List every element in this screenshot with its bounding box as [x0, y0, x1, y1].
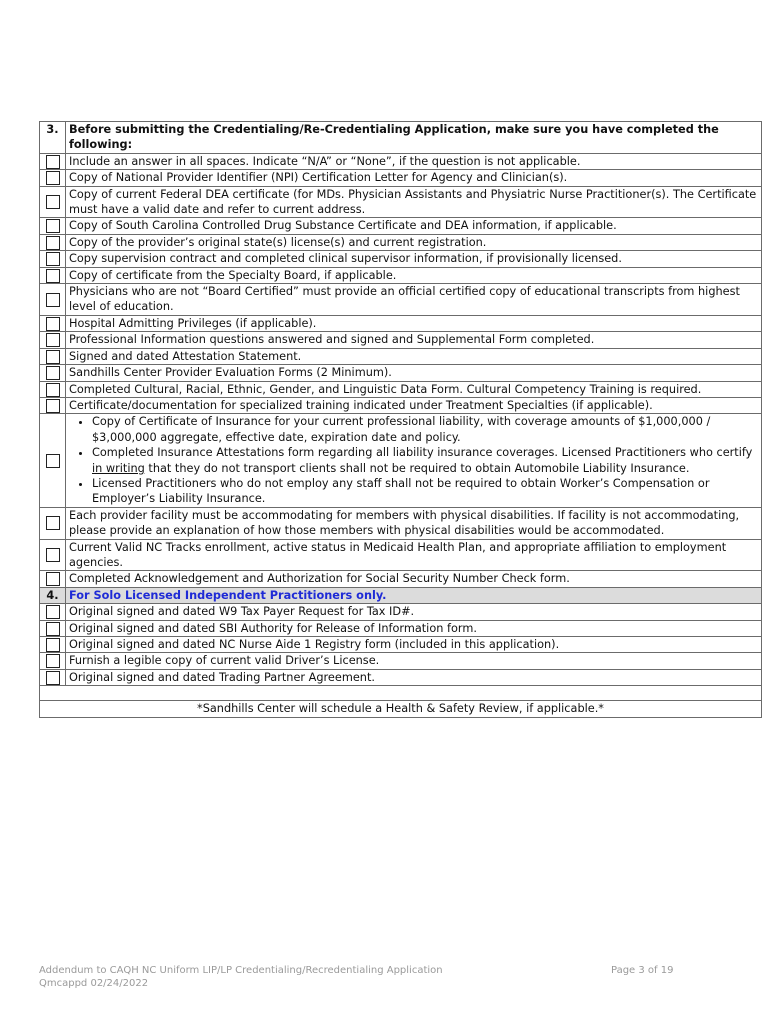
checklist-row — [40, 397, 762, 413]
checklist-item: Original signed and dated W9 Tax Payer Request for Tax ID#. — [66, 604, 762, 620]
checkbox[interactable] — [46, 638, 60, 652]
checklist-row — [40, 267, 762, 283]
checklist-row — [40, 507, 762, 539]
checklist-row — [40, 669, 762, 685]
section-3-header-row — [40, 122, 762, 154]
checklist-item: Include an answer in all spaces. Indicate “N/A” or “None”, if the question is not applicable. — [66, 153, 762, 169]
checklist-row — [40, 315, 762, 331]
footer-form-code: Qmcappd 02/24/2022 — [39, 978, 149, 989]
checklist-item: Copy of National Provider Identifier (NPI) Certification Letter for Agency and Clinician(s). — [66, 170, 762, 186]
checkbox[interactable] — [46, 236, 60, 250]
checklist-row — [40, 186, 762, 218]
checklist-item: Furnish a legible copy of current valid Driver’s License. — [66, 653, 762, 669]
checklist-row — [40, 637, 762, 653]
checkbox[interactable] — [46, 252, 60, 266]
checklist-item: Completed Acknowledgement and Authorization for Social Security Number Check form. — [66, 571, 762, 587]
checklist-item: Hospital Admitting Privileges (if applicable). — [66, 315, 762, 331]
checklist-item: Copy supervision contract and completed clinical supervisor information, if provisionally licensed. — [66, 251, 762, 267]
checklist-row — [40, 571, 762, 587]
checklist-row — [40, 604, 762, 620]
checkbox[interactable] — [46, 548, 60, 562]
bullet-text: Completed Insurance Attestations form regarding all liability insurance coverages. Licensed Practitioners who certify — [92, 446, 753, 460]
checklist-row — [40, 284, 762, 316]
checklist-row — [40, 653, 762, 669]
checklist-item: Current Valid NC Tracks enrollment, active status in Medicaid Health Plan, and appropriate affiliation to employment agencies. — [66, 539, 762, 571]
checkbox[interactable] — [46, 622, 60, 636]
checkbox[interactable] — [46, 293, 60, 307]
checklist-row — [40, 153, 762, 169]
page-number: Page 3 of 19 — [611, 965, 674, 976]
checklist-row — [40, 539, 762, 571]
checklist-item: Copy of the provider’s original state(s) license(s) and current registration. — [66, 234, 762, 250]
checklist-item: Copy of South Carolina Controlled Drug Substance Certificate and DEA information, if applicable. — [66, 218, 762, 234]
checklist-item: Signed and dated Attestation Statement. — [66, 348, 762, 364]
checkbox[interactable] — [46, 350, 60, 364]
page-footer — [39, 964, 679, 990]
section-number: 3. — [40, 122, 66, 154]
insurance-bullet-list — [69, 414, 758, 506]
checkbox[interactable] — [46, 155, 60, 169]
checklist-item: Sandhills Center Provider Evaluation Forms (2 Minimum). — [66, 365, 762, 381]
checklist-item: Original signed and dated NC Nurse Aide 1 Registry form (included in this application). — [66, 637, 762, 653]
checklist-row — [40, 365, 762, 381]
checkbox[interactable] — [46, 671, 60, 685]
bullet-item: • Copy of Certificate of Insurance for your current professional liability, with coverage amounts of $1,000,000 / $3,000,000 aggregate, effective date, expiration date and policy. — [92, 414, 758, 445]
checkbox[interactable] — [46, 654, 60, 668]
checklist-item: Professional Information questions answered and signed and Supplemental Form completed. — [66, 332, 762, 348]
checklist-row — [40, 251, 762, 267]
checkbox[interactable] — [46, 219, 60, 233]
checkbox[interactable] — [46, 572, 60, 586]
checklist-row — [40, 620, 762, 636]
checkbox[interactable] — [46, 269, 60, 283]
checklist-item: Copy of current Federal DEA certificate (for MDs. Physician Assistants and Physiatric Nurse Practitioner(s). The Certificate must have a valid date and refer to current address. — [66, 186, 762, 218]
checklist-item: Each provider facility must be accommodating for members with physical disabilities. If facility is not accommodating, please provide an explanation of how those members with physical disabilities would be accommodated. — [66, 507, 762, 539]
section-4-header-row — [40, 587, 762, 603]
checklist-item: Copy of certificate from the Specialty Board, if applicable. — [66, 267, 762, 283]
checkbox[interactable] — [46, 333, 60, 347]
checklist-row — [40, 381, 762, 397]
checklist-item: Original signed and dated Trading Partner Agreement. — [66, 669, 762, 685]
checkbox[interactable] — [46, 317, 60, 331]
bullet-item — [92, 445, 758, 476]
checkbox[interactable] — [46, 516, 60, 530]
checkbox[interactable] — [46, 171, 60, 185]
checklist-row — [40, 234, 762, 250]
blank-row — [40, 686, 762, 701]
checkbox[interactable] — [46, 383, 60, 397]
footer-title: Addendum to CAQH NC Uniform LIP/LP Credentialing/Recredentialing Application — [39, 965, 443, 976]
checklist-row-insurance — [40, 414, 762, 507]
note-row — [40, 701, 762, 717]
checklist-row — [40, 170, 762, 186]
checklist-row — [40, 348, 762, 364]
checklist-item: Original signed and dated SBI Authority for Release of Information form. — [66, 620, 762, 636]
blank-cell — [40, 686, 762, 701]
checkbox[interactable] — [46, 454, 60, 468]
health-safety-note: *Sandhills Center will schedule a Health & Safety Review, if applicable.* — [40, 701, 762, 717]
checklist-item: Physicians who are not “Board Certified” must provide an official certified copy of educational transcripts from highest level of education. — [66, 284, 762, 316]
checklist-row — [40, 332, 762, 348]
bullet-item: • Licensed Practitioners who do not employ any staff shall not be required to obtain Worker’s Compensation or Employer’s Liability Insurance. — [92, 476, 758, 507]
checkbox[interactable] — [46, 195, 60, 209]
checklist-item: Completed Cultural, Racial, Ethnic, Gender, and Linguistic Data Form. Cultural Competency Training is required. — [66, 381, 762, 397]
checklist-row — [40, 218, 762, 234]
section-number: 4. — [40, 587, 66, 603]
checkbox[interactable] — [46, 366, 60, 380]
section-heading: For Solo Licensed Independent Practitioners only. — [66, 587, 762, 603]
checklist-table — [39, 121, 762, 718]
section-heading: Before submitting the Credentialing/Re-Credentialing Application, make sure you have completed the following: — [66, 122, 762, 154]
insurance-requirements — [66, 414, 762, 507]
underlined-text: in writing — [92, 461, 145, 475]
bullet-text: that they do not transport clients shall not be required to obtain Automobile Liability Insurance. — [144, 461, 690, 475]
checkbox[interactable] — [46, 605, 60, 619]
checkbox[interactable] — [46, 399, 60, 413]
checklist-item: Certificate/documentation for specialized training indicated under Treatment Specialties (if applicable). — [66, 397, 762, 413]
